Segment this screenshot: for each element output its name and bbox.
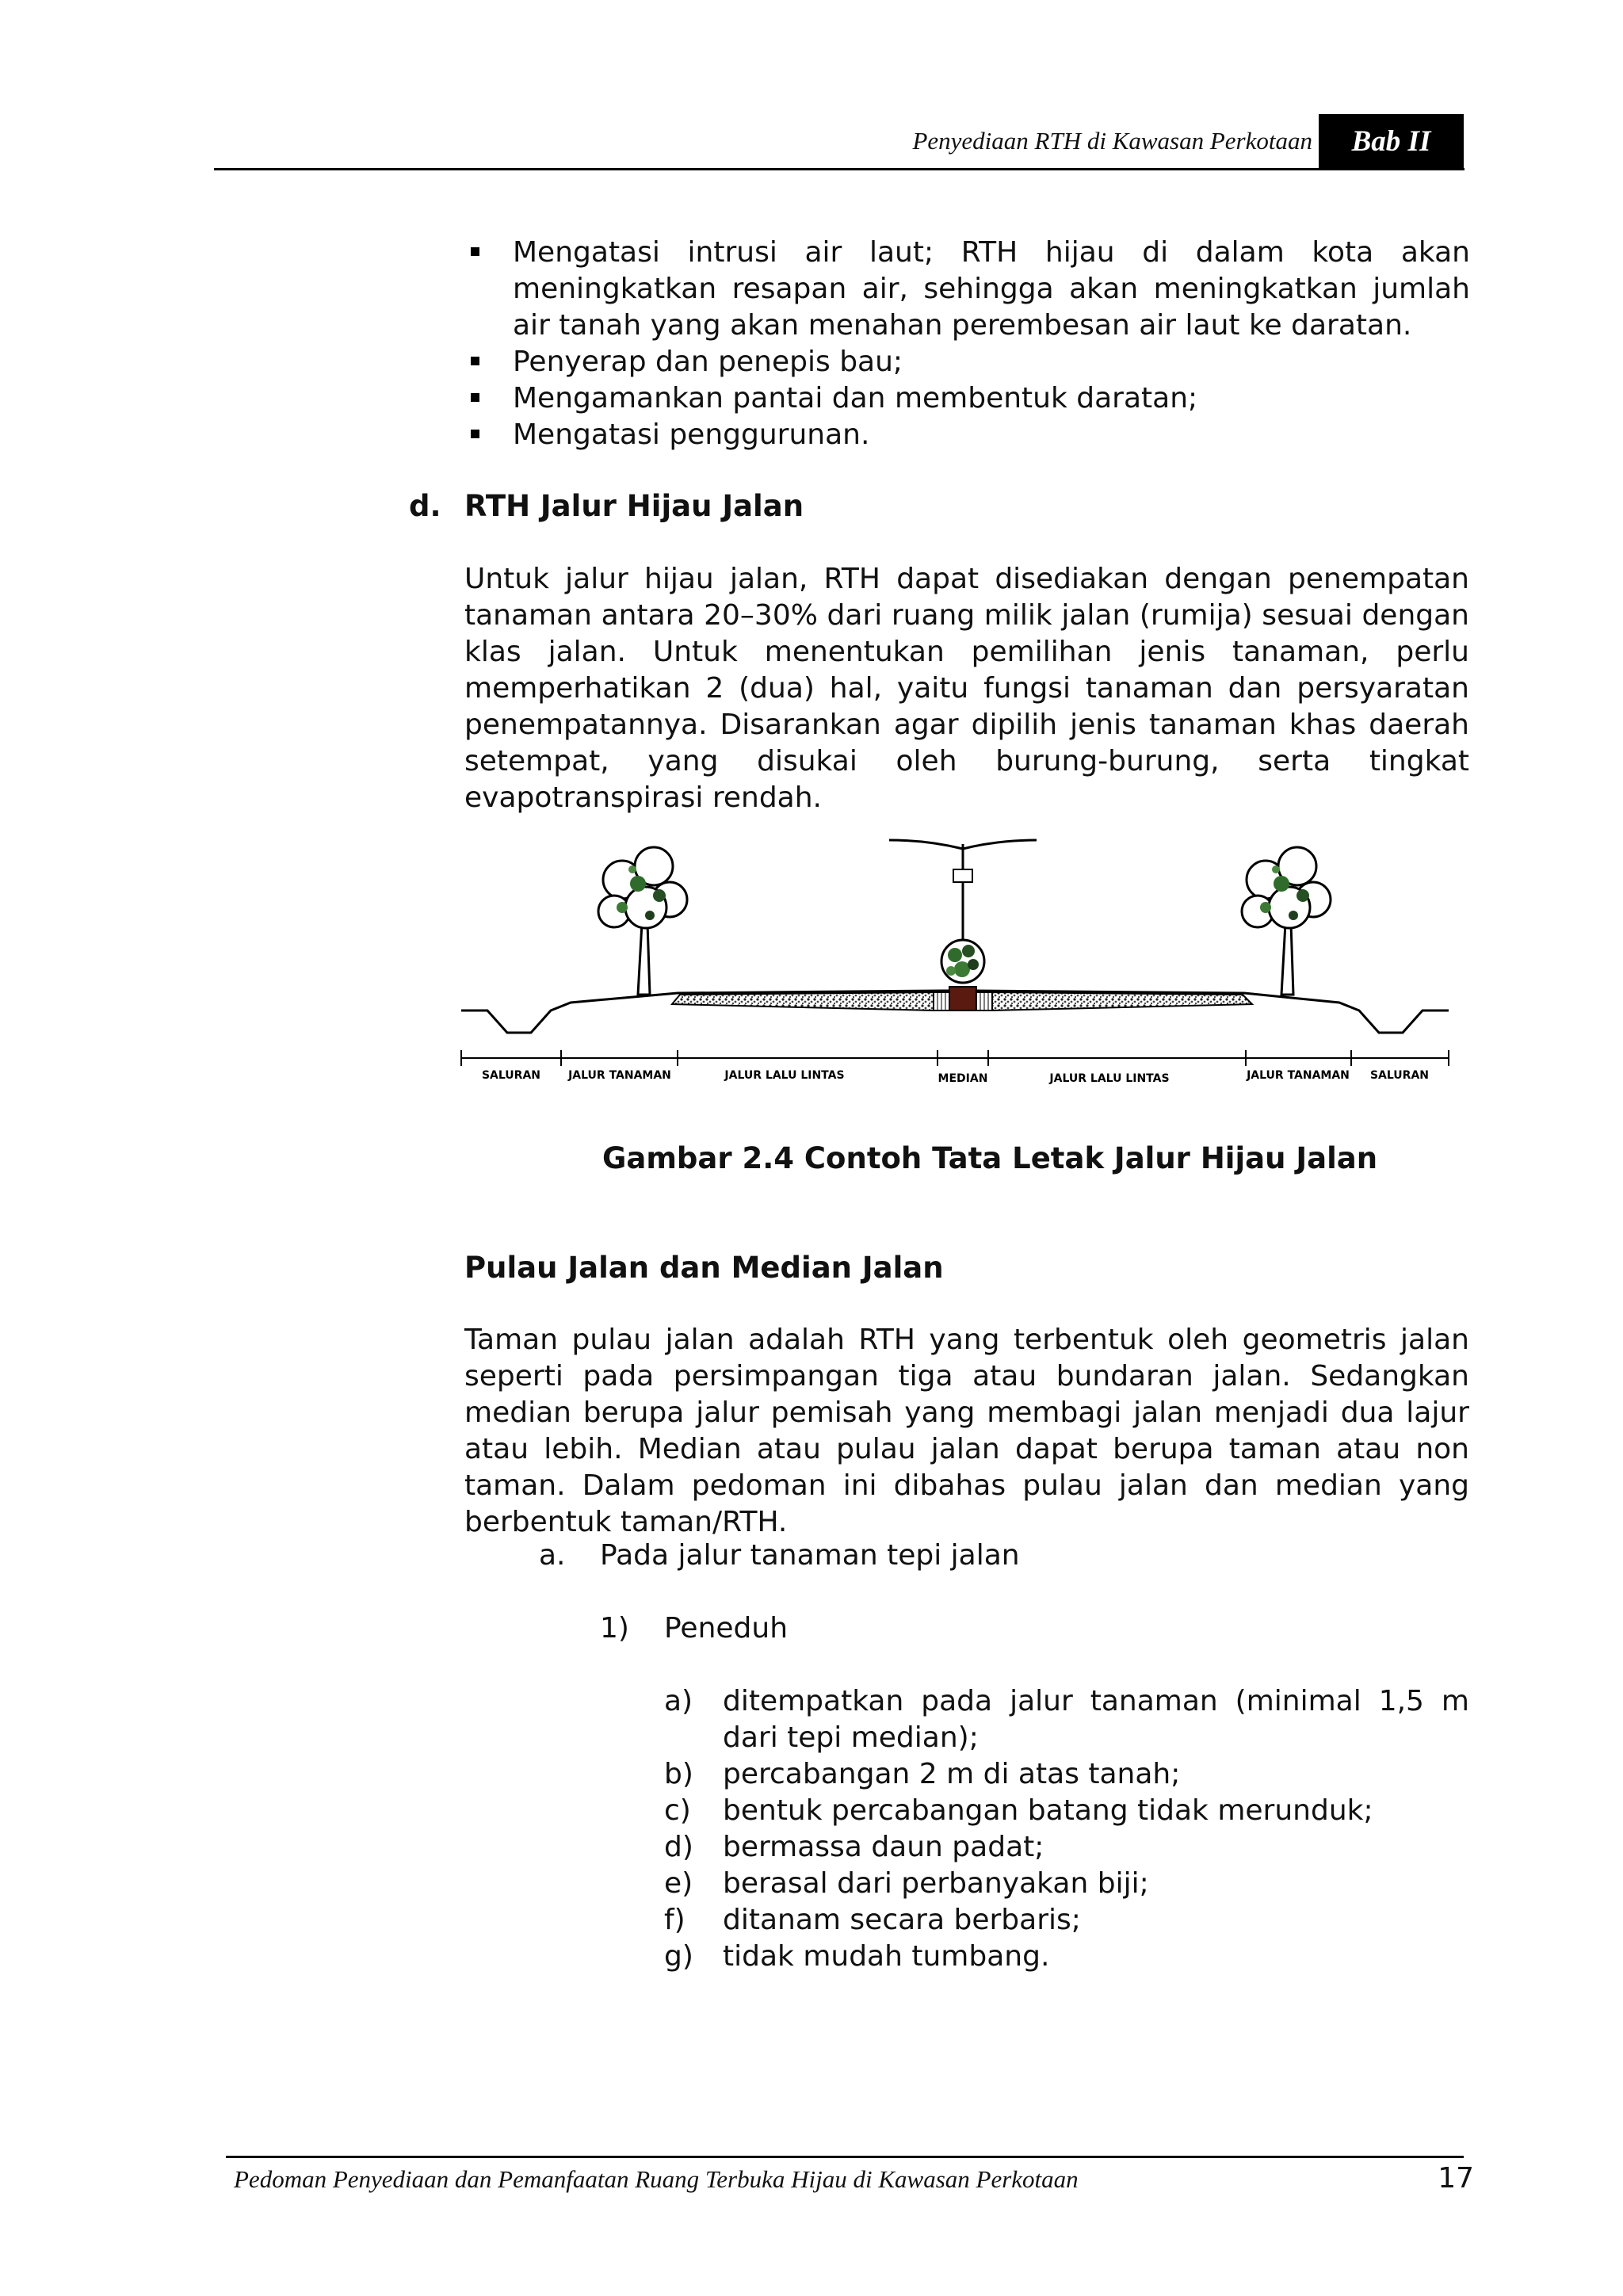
criteria-text: bermassa daun padat; — [723, 1831, 1044, 1863]
criteria-text: ditanam secara berbaris; — [723, 1904, 1081, 1936]
criteria-item — [664, 1683, 1469, 1756]
criteria-item — [664, 1866, 1469, 1902]
section-title: RTH Jalur Hijau Jalan — [464, 489, 804, 523]
figure-label: JALUR TANAMAN — [1247, 1069, 1350, 1082]
header-rule — [214, 168, 1465, 170]
figure-label: MEDIAN — [938, 1072, 988, 1085]
street-light-icon — [889, 840, 1037, 941]
item-text: Pada jalur tanaman tepi jalan — [600, 1539, 1020, 1572]
traffic-lane-left — [672, 992, 934, 1010]
figure-label: JALUR TANAMAN — [568, 1069, 671, 1082]
footer-title: Pedoman Penyediaan dan Pemanfaatan Ruang Terbuka Hijau di Kawasan Perkotaan — [234, 2165, 1079, 2193]
criteria-item — [664, 1756, 1469, 1793]
item-marker: a. — [539, 1539, 566, 1572]
figure-caption: Gambar 2.4 Contoh Tata Letak Jalur Hijau Jalan — [602, 1141, 1378, 1175]
criteria-marker: a) — [664, 1685, 693, 1717]
chapter-tab: Bab II — [1319, 114, 1464, 168]
bullet-list — [468, 235, 1470, 453]
figure-label: JALUR LALU LINTAS — [1049, 1072, 1170, 1085]
square-bullet-icon — [471, 430, 479, 438]
criteria-text: berasal dari perbanyakan biji; — [723, 1867, 1149, 1900]
bullet-text: Mengatasi penggurunan. — [513, 418, 870, 451]
criteria-item — [664, 1902, 1469, 1939]
bullet-text: Penyerap dan penepis bau; — [513, 346, 903, 378]
criteria-text: percabangan 2 m di atas tanah; — [723, 1758, 1181, 1790]
criteria-item — [664, 1793, 1469, 1829]
criteria-list — [664, 1683, 1469, 1975]
figure-label: JALUR LALU LINTAS — [724, 1069, 845, 1082]
median-planter — [949, 987, 976, 1010]
bullet-text: Mengamankan pantai dan membentuk daratan; — [513, 382, 1198, 415]
square-bullet-icon — [471, 247, 479, 256]
criteria-item — [664, 1829, 1469, 1866]
bullet-item — [468, 344, 1470, 380]
bullet-text: Mengatasi intrusi air laut; RTH hijau di dalam kota akan meningkatkan resapan air, sehingga akan meningkatkan jumlah air tanah yang akan menahan perembesan air laut ke daratan. — [513, 236, 1470, 342]
footer-rule — [226, 2156, 1464, 2158]
tree-left-icon — [598, 847, 687, 995]
criteria-marker: d) — [664, 1831, 693, 1863]
criteria-marker: b) — [664, 1758, 693, 1790]
tree-right-icon — [1242, 847, 1331, 995]
criteria-text: bentuk percabangan batang tidak merunduk; — [723, 1794, 1373, 1827]
square-bullet-icon — [471, 393, 479, 402]
median-shrub-icon — [941, 940, 984, 983]
section-letter: d. — [409, 489, 441, 523]
traffic-lane-right — [992, 992, 1252, 1010]
item-marker: 1) — [600, 1612, 629, 1645]
median-curb-right — [975, 992, 992, 1010]
subsection-title: Pulau Jalan dan Median Jalan — [464, 1251, 944, 1285]
criteria-text: ditempatkan pada jalur tanaman (minimal 1,5 m dari tepi median); — [723, 1685, 1469, 1754]
bullet-item — [468, 380, 1470, 417]
running-header-title: Penyediaan RTH di Kawasan Perkotaan — [912, 127, 1312, 155]
criteria-marker: e) — [664, 1867, 693, 1900]
figure-label: SALURAN — [1369, 1069, 1430, 1082]
criteria-text: tidak mudah tumbang. — [723, 1940, 1050, 1973]
bullet-item — [468, 235, 1470, 344]
square-bullet-icon — [471, 357, 479, 365]
criteria-item — [664, 1939, 1469, 1975]
section-paragraph: Untuk jalur hijau jalan, RTH dapat disediakan dengan penempatan tanaman antara 20–30% dari ruang milik jalan (rumija) sesuai dengan klas jalan. Untuk menentukan pemilihan jenis tanaman, perlu memperhatikan 2 (dua) hal, yaitu fungsi tanaman dan persyaratan penempatannya. Disarankan agar dipilih jenis tanaman khas daerah setempat, yang disukai oleh burung-burung, serta tingkat evapotranspirasi rendah. — [464, 563, 1469, 814]
road-cross-section-figure — [452, 820, 1482, 1090]
criteria-marker: g) — [664, 1940, 693, 1973]
criteria-marker: c) — [664, 1794, 691, 1827]
median-curb-left — [934, 992, 951, 1010]
subsection-paragraph: Taman pulau jalan adalah RTH yang terbentuk oleh geometris jalan seperti pada persimpangan tiga atau bundaran jalan. Sedangkan median berupa jalur pemisah yang membagi jalan menjadi dua lajur atau lebih. Median atau pulau jalan dapat berupa taman atau non taman. Dalam pedoman ini dibahas pulau jalan dan median yang berbentuk taman/RTH. — [464, 1324, 1469, 1538]
page-number: 17 — [1438, 2162, 1474, 2195]
item-text: Peneduh — [664, 1612, 789, 1645]
figure-label: SALURAN — [481, 1069, 541, 1082]
criteria-marker: f) — [664, 1904, 685, 1936]
bullet-item — [468, 417, 1470, 453]
